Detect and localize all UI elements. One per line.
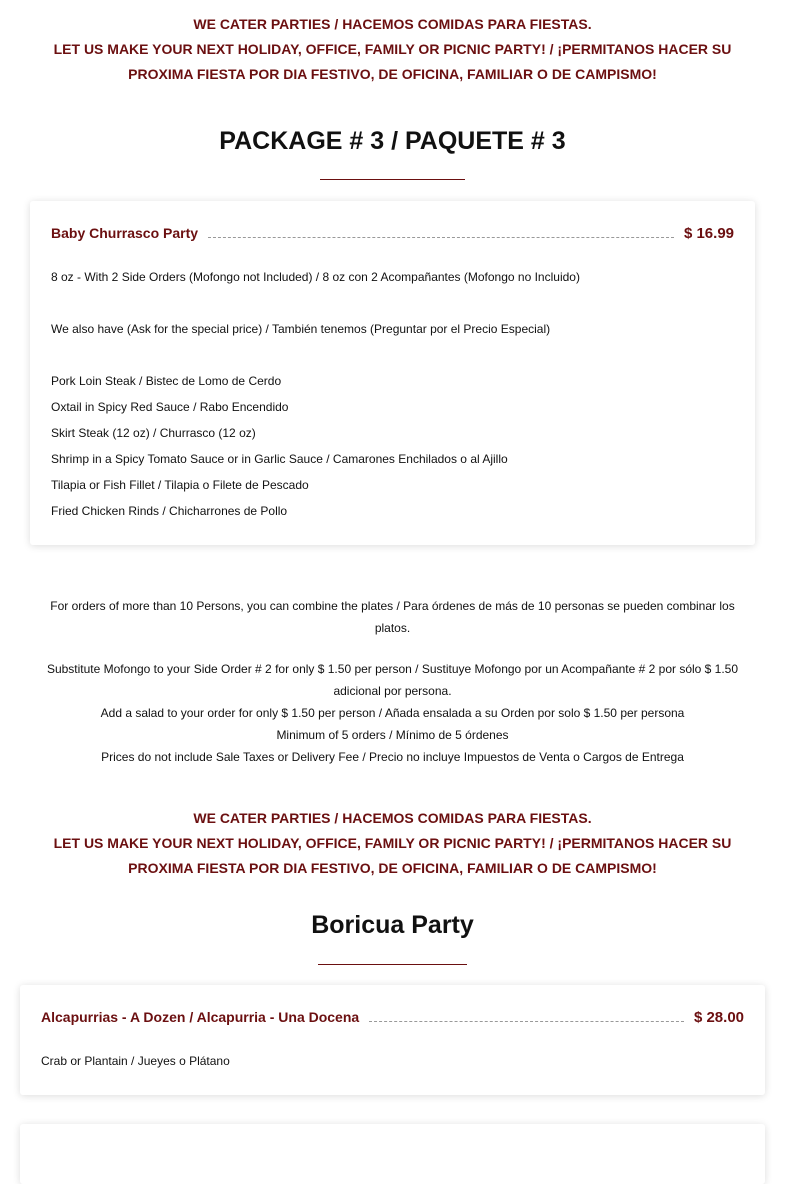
menu-item-card-alcapurrias xyxy=(20,985,765,1095)
list-item: Shrimp in a Spicy Tomato Sauce or in Garlic Sauce / Camarones Enchilados o al Ajillo xyxy=(51,452,508,466)
menu-item-also-have: We also have (Ask for the special price) / También tenemos (Preguntar por el Precio Especial) xyxy=(51,322,551,336)
title-divider xyxy=(320,179,465,180)
promo-text: LET US MAKE YOUR NEXT HOLIDAY, OFFICE, FAMILY OR PICNIC PARTY! / ¡PERMITANOS HACER SU PROXIMA FIESTA POR DIA FESTIVO, DE OFICINA, FAMILIAR O DE CAMPISMO! xyxy=(53,41,732,82)
title-divider xyxy=(318,964,467,965)
order-notes-combine xyxy=(35,595,750,639)
catering-promo-bottom xyxy=(0,806,785,881)
note-taxes: Prices do not include Sale Taxes or Delivery Fee / Precio no incluye Impuestos de Venta o Cargos de Entrega xyxy=(101,750,684,764)
note-substitute: Substitute Mofongo to your Side Order # 2 for only $ 1.50 per person / Sustituye Mofongo por un Acompañante # 2 por sólo $ 1.50 adicional por persona. xyxy=(46,662,739,698)
section-title-package-3: PACKAGE # 3 / PAQUETE # 3 xyxy=(219,127,566,155)
order-notes xyxy=(30,658,755,768)
menu-item-header xyxy=(51,221,734,245)
menu-item-name: Baby Churrasco Party xyxy=(51,225,199,241)
section-title-boricua-party: Boricua Party xyxy=(311,911,474,939)
list-item: Skirt Steak (12 oz) / Churrasco (12 oz) xyxy=(51,426,256,440)
list-item: Fried Chicken Rinds / Chicharrones de Pollo xyxy=(51,504,288,518)
price-leader xyxy=(369,1021,684,1022)
menu-item-description: 8 oz - With 2 Side Orders (Mofongo not Included) / 8 oz con 2 Acompañantes (Mofongo no Incluido) xyxy=(51,270,580,284)
note-minimum: Minimum of 5 orders / Mínimo de 5 órdenes xyxy=(276,728,509,742)
menu-item-price: $ 28.00 xyxy=(693,1008,744,1026)
list-item: Pork Loin Steak / Bistec de Lomo de Cerdo xyxy=(51,374,282,388)
note-salad: Add a salad to your order for only $ 1.50 per person / Añada ensalada a su Orden por solo $ 1.50 per persona xyxy=(100,706,685,720)
price-leader xyxy=(208,237,674,238)
menu-item-card-next xyxy=(20,1124,765,1184)
list-item: Oxtail in Spicy Red Sauce / Rabo Encendido xyxy=(51,400,289,414)
menu-item-description: Crab or Plantain / Jueyes o Plátano xyxy=(41,1054,230,1068)
menu-item-price: $ 16.99 xyxy=(683,224,734,242)
note-combine: For orders of more than 10 Persons, you can combine the plates / Para órdenes de más de 10 personas se pueden combinar los platos. xyxy=(50,599,735,635)
menu-item-card-baby-churrasco xyxy=(30,201,755,545)
menu-item-name: Alcapurrias - A Dozen / Alcapurria - Una Docena xyxy=(41,1009,360,1025)
menu-item-header xyxy=(41,1005,744,1029)
menu-item-options-list xyxy=(51,368,734,524)
promo-headline: WE CATER PARTIES / HACEMOS COMIDAS PARA FIESTAS. xyxy=(193,16,592,32)
list-item: Tilapia or Fish Fillet / Tilapia o Filete de Pescado xyxy=(51,478,309,492)
promo-text: LET US MAKE YOUR NEXT HOLIDAY, OFFICE, FAMILY OR PICNIC PARTY! / ¡PERMITANOS HACER SU PROXIMA FIESTA POR DIA FESTIVO, DE OFICINA, FAMILIAR O DE CAMPISMO! xyxy=(53,835,732,876)
promo-headline: WE CATER PARTIES / HACEMOS COMIDAS PARA FIESTAS. xyxy=(193,810,592,826)
catering-promo-top xyxy=(0,12,785,87)
